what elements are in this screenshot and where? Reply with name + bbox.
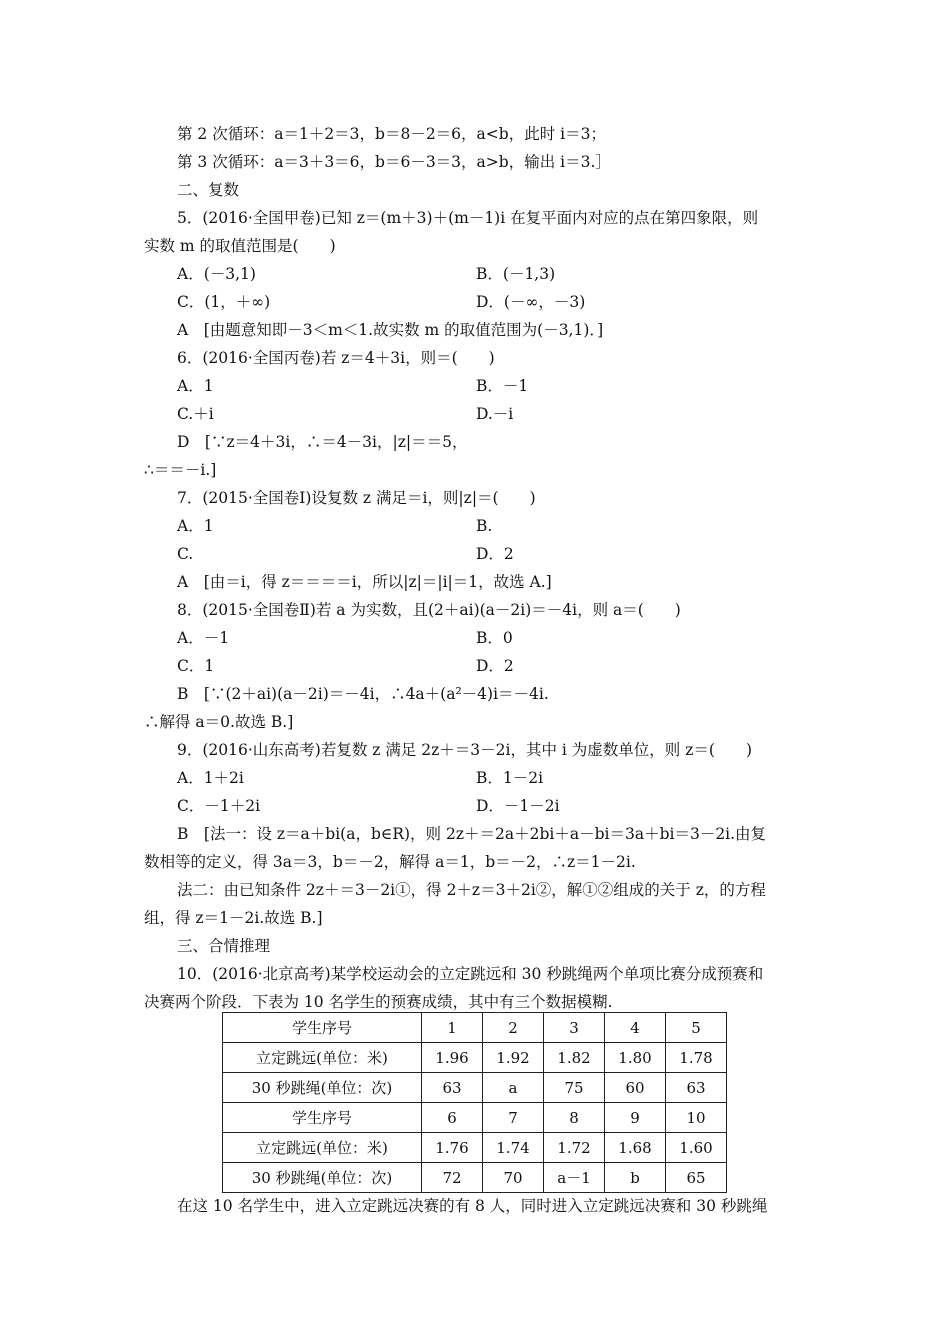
question-9: 9．(2016·山东高考)若复数 z 满足 2z＋＝3－2i，其中 i 为虚数单位，则 z＝( ) bbox=[177, 741, 752, 759]
option-c: C．－1＋2i bbox=[177, 797, 261, 815]
table-cell: 2 bbox=[483, 1013, 544, 1043]
table-cell: 1.78 bbox=[666, 1043, 727, 1073]
table-cell: 10 bbox=[666, 1103, 727, 1133]
table-cell: 60 bbox=[605, 1073, 666, 1103]
table-cell: 63 bbox=[666, 1073, 727, 1103]
option-a: A．(－3,1) bbox=[177, 265, 256, 283]
table-row bbox=[223, 1043, 727, 1073]
option-c: C．1 bbox=[177, 657, 215, 675]
row-header-cell: 30 秒跳绳(单位：次) bbox=[223, 1073, 422, 1103]
text-line: 在这 10 名学生中，进入立定跳远决赛的有 8 人，同时进入立定跳远决赛和 30 秒跳绳 bbox=[177, 1197, 768, 1215]
table-cell: 1.68 bbox=[605, 1133, 666, 1163]
option-a: A．－1 bbox=[177, 629, 230, 647]
table-row bbox=[223, 1163, 727, 1193]
table-row bbox=[223, 1103, 727, 1133]
table-cell: b bbox=[605, 1163, 666, 1193]
table-cell: a bbox=[483, 1073, 544, 1103]
table-cell: 1.72 bbox=[544, 1133, 605, 1163]
row-header-cell: 立定跳远(单位：米) bbox=[223, 1043, 422, 1073]
table-cell: 5 bbox=[666, 1013, 727, 1043]
answer-line: 法二：由已知条件 2z＋＝3－2i①，得 2＋z＝3＋2i②，解①②组成的关于 z，的方程 bbox=[177, 881, 766, 899]
option-b: B．0 bbox=[476, 629, 513, 647]
question-6: 6．(2016·全国丙卷)若 z＝4＋3i，则＝( ) bbox=[177, 349, 495, 367]
table-cell: 1.82 bbox=[544, 1043, 605, 1073]
table-cell: 8 bbox=[544, 1103, 605, 1133]
answer-line: A [由＝i，得 z＝＝＝＝i，所以|z|＝|i|＝1，故选 A.] bbox=[177, 573, 552, 591]
table-cell: 3 bbox=[544, 1013, 605, 1043]
section-heading: 二、复数 bbox=[177, 181, 240, 199]
text-line: 实数 m 的取值范围是( ) bbox=[144, 237, 336, 255]
table-cell: 75 bbox=[544, 1073, 605, 1103]
option-a: A．1＋2i bbox=[177, 769, 244, 787]
table-cell: 1.92 bbox=[483, 1043, 544, 1073]
text-line: 第 2 次循环：a＝1＋2＝3，b＝8－2＝6，a<b，此时 i＝3； bbox=[177, 125, 606, 143]
answer-line: A [由题意知即－3＜m＜1.故实数 m 的取值范围为(－3,1)．] bbox=[177, 321, 604, 339]
table-cell: 4 bbox=[605, 1013, 666, 1043]
option-c: C.＋i bbox=[177, 405, 214, 423]
row-header-cell: 立定跳远(单位：米) bbox=[223, 1133, 422, 1163]
option-d: D．2 bbox=[476, 657, 514, 675]
table-cell: 1.60 bbox=[666, 1133, 727, 1163]
answer-line: D [∵z＝4＋3i，∴＝4－3i，|z|＝＝5， bbox=[177, 433, 468, 451]
table-cell: 1 bbox=[422, 1013, 483, 1043]
text-line: 第 3 次循环：a＝3＋3＝6，b＝6－3＝3，a>b，输出 i＝3.］ bbox=[177, 153, 611, 171]
option-d: D.－i bbox=[476, 405, 514, 423]
question-8: 8．(2015·全国卷Ⅱ)若 a 为实数，且(2＋ai)(a－2i)＝－4i，则 a＝( ) bbox=[177, 601, 681, 619]
row-header-cell: 学生序号 bbox=[223, 1103, 422, 1133]
table-cell: 65 bbox=[666, 1163, 727, 1193]
answer-line: ∴解得 a＝0.故选 B.] bbox=[144, 713, 294, 731]
question-10: 10．(2016·北京高考)某学校运动会的立定跳远和 30 秒跳绳两个单项比赛分成预赛和 bbox=[177, 965, 764, 983]
table-row bbox=[223, 1013, 727, 1043]
score-table bbox=[222, 1012, 727, 1193]
table-cell: 7 bbox=[483, 1103, 544, 1133]
table-cell: 6 bbox=[422, 1103, 483, 1133]
option-c: C. bbox=[177, 545, 194, 563]
option-b: B．－1 bbox=[476, 377, 529, 395]
option-b: B．1－2i bbox=[476, 769, 544, 787]
option-d: D．－1－2i bbox=[476, 797, 560, 815]
table-cell: 70 bbox=[483, 1163, 544, 1193]
table-cell: 1.96 bbox=[422, 1043, 483, 1073]
answer-line: 数相等的定义，得 3a＝3，b＝－2，解得 a＝1，b＝－2，∴z＝1－2i. bbox=[144, 853, 636, 871]
row-header-cell: 30 秒跳绳(单位：次) bbox=[223, 1163, 422, 1193]
option-b: B. bbox=[476, 517, 493, 535]
option-d: D．(－∞，－3) bbox=[476, 293, 586, 311]
table-row bbox=[223, 1073, 727, 1103]
row-header-cell: 学生序号 bbox=[223, 1013, 422, 1043]
question-5: 5．(2016·全国甲卷)已知 z＝(m＋3)＋(m－1)i 在复平面内对应的点在第四象限，则 bbox=[177, 209, 759, 227]
table-cell: 9 bbox=[605, 1103, 666, 1133]
table-cell: 1.74 bbox=[483, 1133, 544, 1163]
option-a: A．1 bbox=[177, 517, 214, 535]
section-heading: 三、合情推理 bbox=[177, 937, 271, 955]
table-cell: 63 bbox=[422, 1073, 483, 1103]
answer-line: ∴＝＝－i.] bbox=[144, 461, 217, 479]
table-cell: 1.80 bbox=[605, 1043, 666, 1073]
answer-line: B [∵(2＋ai)(a－2i)＝－4i，∴4a＋(a²－4)i＝－4i. bbox=[177, 685, 549, 703]
answer-line: B [法一：设 z＝a＋bi(a，b∈R)，则 2z＋＝2a＋2bi＋a－bi＝3a＋bi＝3－2i.由复 bbox=[177, 825, 767, 843]
table-cell: a－1 bbox=[544, 1163, 605, 1193]
option-d: D．2 bbox=[476, 545, 514, 563]
table-cell: 1.76 bbox=[422, 1133, 483, 1163]
option-b: B．(－1,3) bbox=[476, 265, 556, 283]
text-line: 决赛两个阶段．下表为 10 名学生的预赛成绩，其中有三个数据模糊. bbox=[144, 993, 613, 1011]
option-c: C．(1，＋∞) bbox=[177, 293, 271, 311]
table-cell: 72 bbox=[422, 1163, 483, 1193]
option-a: A．1 bbox=[177, 377, 214, 395]
question-7: 7．(2015·全国卷Ⅰ)设复数 z 满足＝i，则|z|＝( ) bbox=[177, 489, 536, 507]
table-row bbox=[223, 1133, 727, 1163]
answer-line: 组，得 z＝1－2i.故选 B.] bbox=[144, 909, 323, 927]
